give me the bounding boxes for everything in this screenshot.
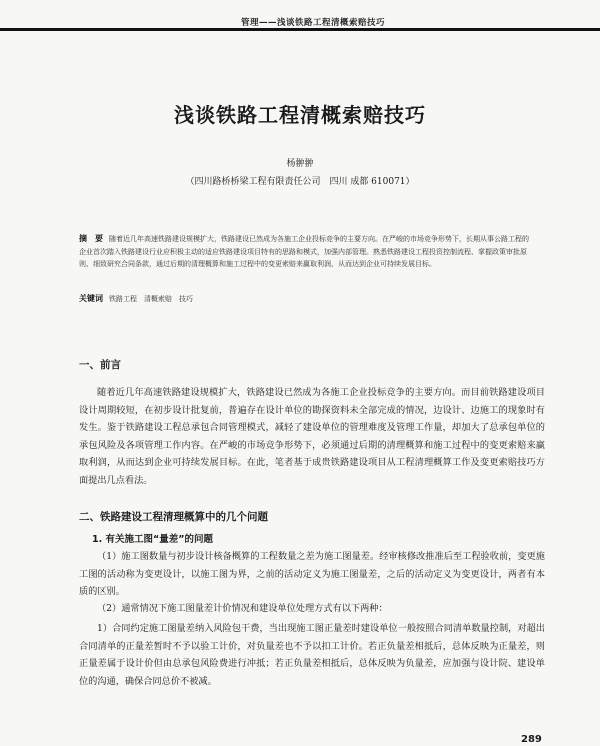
keywords-label: 关键词 (79, 293, 103, 303)
body-paragraph-3: 1）合同约定施工图量差纳入风险包干费，当出现施工图正量差时建设单位一般按照合同清单数量控制，对超出合同清单的正量差暂时不予以验工计价，对负量差也不予以扣工计价。若正负量差相抵后，总体反映为正量差，则正量差属于设计价但由总承包风险费进行冲抵；若正负量差相抵后，总体反映为负量差，应加强与设计院、建设单位的沟通，确保合同总价不被减。 (79, 623, 545, 687)
section-heading-settlement: 二、铁路建设工程清理概算中的几个问题 (79, 511, 268, 523)
subsection-heading-quantity-difference: 1. 有关施工图“量差”的问题 (92, 534, 214, 545)
section-heading-introduction: 一、前言 (79, 359, 121, 371)
header-rule (0, 28, 600, 31)
keywords-text: 铁路工程 清概索赔 技巧 (109, 295, 193, 303)
author-name: 杨翀翀 (286, 159, 314, 169)
abstract-label: 摘 要 (79, 233, 103, 243)
body-paragraph-2: （2）通常情况下施工图量差计价情况和建设单位处理方式有以下两种： (97, 603, 388, 614)
abstract (79, 232, 534, 271)
paper-title: 浅谈铁路工程清概索赔技巧 (174, 103, 426, 127)
author-affiliation: （四川路桥桥梁工程有限责任公司 四川 成都 610071） (185, 177, 415, 187)
body-paragraph-1: （1）施工图数量与初步设计核备概算的工程数量之差为施工图量差。经审核修改推准后至工程验收前，变更施工图的活动称为变更设计，以施工图为界，之前的活动定义为施工图量差，之后的活动定义为变更设计，两者有本质的区别。 (79, 551, 545, 598)
abstract-text: 随着近几年高速铁路建设规模扩大，铁路建设已然成为各施工企业投标竞争的主要方向。在严峻的市场竞争形势下，长期从事公路工程的企业首次踏入铁路建设行业应积极主动的适应铁路建设项目特有的思路和模式，加强内部管理。熟悉铁路建设工程投资控制流程、掌握政策审批原则、细致研究合同条款，通过后期的清理概算和施工过程中的变更索赔来赢取利润，从而达到企业可持续发展目标。 (79, 235, 529, 268)
keywords (79, 293, 534, 304)
running-head: 管理——浅谈铁路工程清概索赔技巧 (240, 18, 385, 28)
page-number: 289 (521, 734, 542, 745)
introduction-paragraph: 随着近几年高速铁路建设规模扩大，铁路建设已然成为各施工企业投标竞争的主要方向。而目前铁路建设项目设计周期较短，在初步设计批复前，普遍存在设计单位的勘探资料未全部完成的情况，边设计、边施工的现象时有发生。鉴于铁路建设工程总承包合同管理模式，减轻了建设单位的管理难度及管理工作量，却加大了总承包单位的承包风险及各项管理工作内容。在严峻的市场竞争形势下，必须通过后期的清理概算和施工过程中的变更索赔来赢取利润，从而达到企业可持续发展目标。在此，笔者基于成贵铁路建设项目从工程清理概算工作及变更索赔技巧方面提出几点看法。 (79, 387, 545, 486)
